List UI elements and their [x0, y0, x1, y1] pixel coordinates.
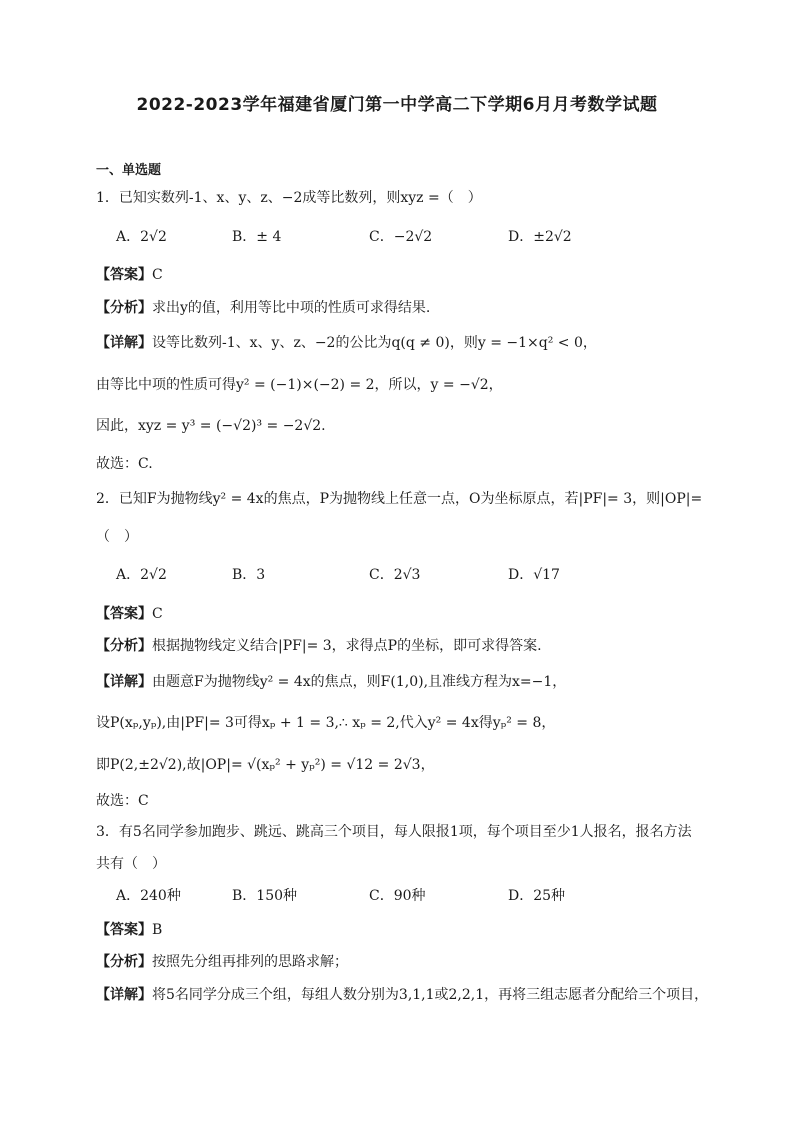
q3-stem-cont: 共有（ ）: [96, 856, 166, 872]
q1-stem: 1．已知实数列-1、x、y、z、−2成等比数列，则xyz =（ ）: [96, 190, 482, 206]
q2-option-b: B．3: [232, 567, 266, 583]
q2-detail-line3: 即P(2,±2√2),故|OP|= √(xₚ² + yₚ²) = √12 = 2√3，: [96, 757, 435, 773]
q2-answer: [96, 604, 163, 624]
q1-detail-line2: 由等比中项的性质可得y² = (−1)×(−2) = 2，所以，y = −√2，: [96, 377, 503, 393]
answer-tag: 【答案】: [96, 922, 152, 938]
q3-option-a: A．240种: [116, 888, 181, 904]
answer-tag: 【答案】: [96, 606, 152, 622]
q1-option-c: C．−2√2: [369, 229, 433, 245]
q3-option-b: B．150种: [232, 888, 298, 904]
q3-answer-value: B: [152, 922, 163, 938]
q2-analysis: [96, 636, 542, 656]
q3-analysis: [96, 952, 348, 972]
q2-answer-value: C: [152, 606, 163, 622]
detail-tag: 【详解】: [96, 335, 152, 351]
q3-detail: [96, 985, 708, 1005]
q1-conclusion: 故选：C.: [96, 456, 153, 472]
q1-option-b: B．± 4: [232, 229, 282, 245]
q2-detail-line2: 设P(xₚ,yₚ),由|PF|= 3可得xₚ + 1 = 3,∴ xₚ = 2,代入y² = 4x得yₚ² = 8，: [96, 715, 556, 731]
q2-detail: [96, 672, 566, 692]
q1-analysis: [96, 298, 430, 318]
q1-detail: [96, 333, 597, 353]
page-title: 2022-2023学年福建省厦门第一中学高二下学期6月月考数学试题: [136, 95, 658, 115]
q3-option-c: C．90种: [369, 888, 426, 904]
q1-detail-line3: 因此，xyz = y³ = (−√2)³ = −2√2.: [96, 418, 326, 434]
q1-detail-text: 设等比数列-1、x、y、z、−2的公比为q(q ≠ 0)，则y = −1×q² < 0，: [152, 335, 597, 351]
q1-answer-value: C: [152, 267, 163, 283]
analysis-tag: 【分析】: [96, 300, 152, 316]
detail-tag: 【详解】: [96, 987, 152, 1003]
q2-detail-text: 由题意F为抛物线y² = 4x的焦点，则F(1,0),且准线方程为x=−1，: [152, 674, 567, 690]
q3-option-d: D．25种: [508, 888, 566, 904]
analysis-tag: 【分析】: [96, 954, 152, 970]
q2-option-a: A．2√2: [116, 567, 167, 583]
q3-answer: [96, 920, 162, 940]
analysis-tag: 【分析】: [96, 638, 152, 654]
q1-answer: [96, 265, 163, 285]
q2-stem-cont: （ ）: [96, 529, 138, 545]
q3-analysis-text: 按照先分组再排列的思路求解；: [152, 954, 348, 970]
q1-analysis-text: 求出y的值，利用等比中项的性质可求得结果.: [152, 300, 431, 316]
q3-detail-text: 将5名同学分成三个组，每组人数分别为3,1,1或2,2,1，再将三组志愿者分配给三个项目，: [152, 987, 709, 1003]
q2-option-c: C．2√3: [369, 567, 421, 583]
q2-analysis-text: 根据抛物线定义结合|PF|= 3，求得点P的坐标，即可求得答案.: [152, 638, 542, 654]
q2-stem: 2．已知F为抛物线y² = 4x的焦点，P为抛物线上任意一点，O为坐标原点，若|PF|= 3，则|OP|=: [96, 491, 703, 507]
section-heading: 一、单选题: [96, 163, 162, 178]
detail-tag: 【详解】: [96, 674, 152, 690]
q1-option-d: D．±2√2: [508, 229, 572, 245]
answer-tag: 【答案】: [96, 267, 152, 283]
q2-conclusion: 故选：C: [96, 793, 149, 809]
q2-option-d: D．√17: [508, 567, 560, 583]
q3-stem: 3．有5名同学参加跑步、跳远、跳高三个项目，每人限报1项，每个项目至少1人报名，报名方法: [96, 824, 692, 840]
q1-option-a: A．2√2: [116, 229, 167, 245]
